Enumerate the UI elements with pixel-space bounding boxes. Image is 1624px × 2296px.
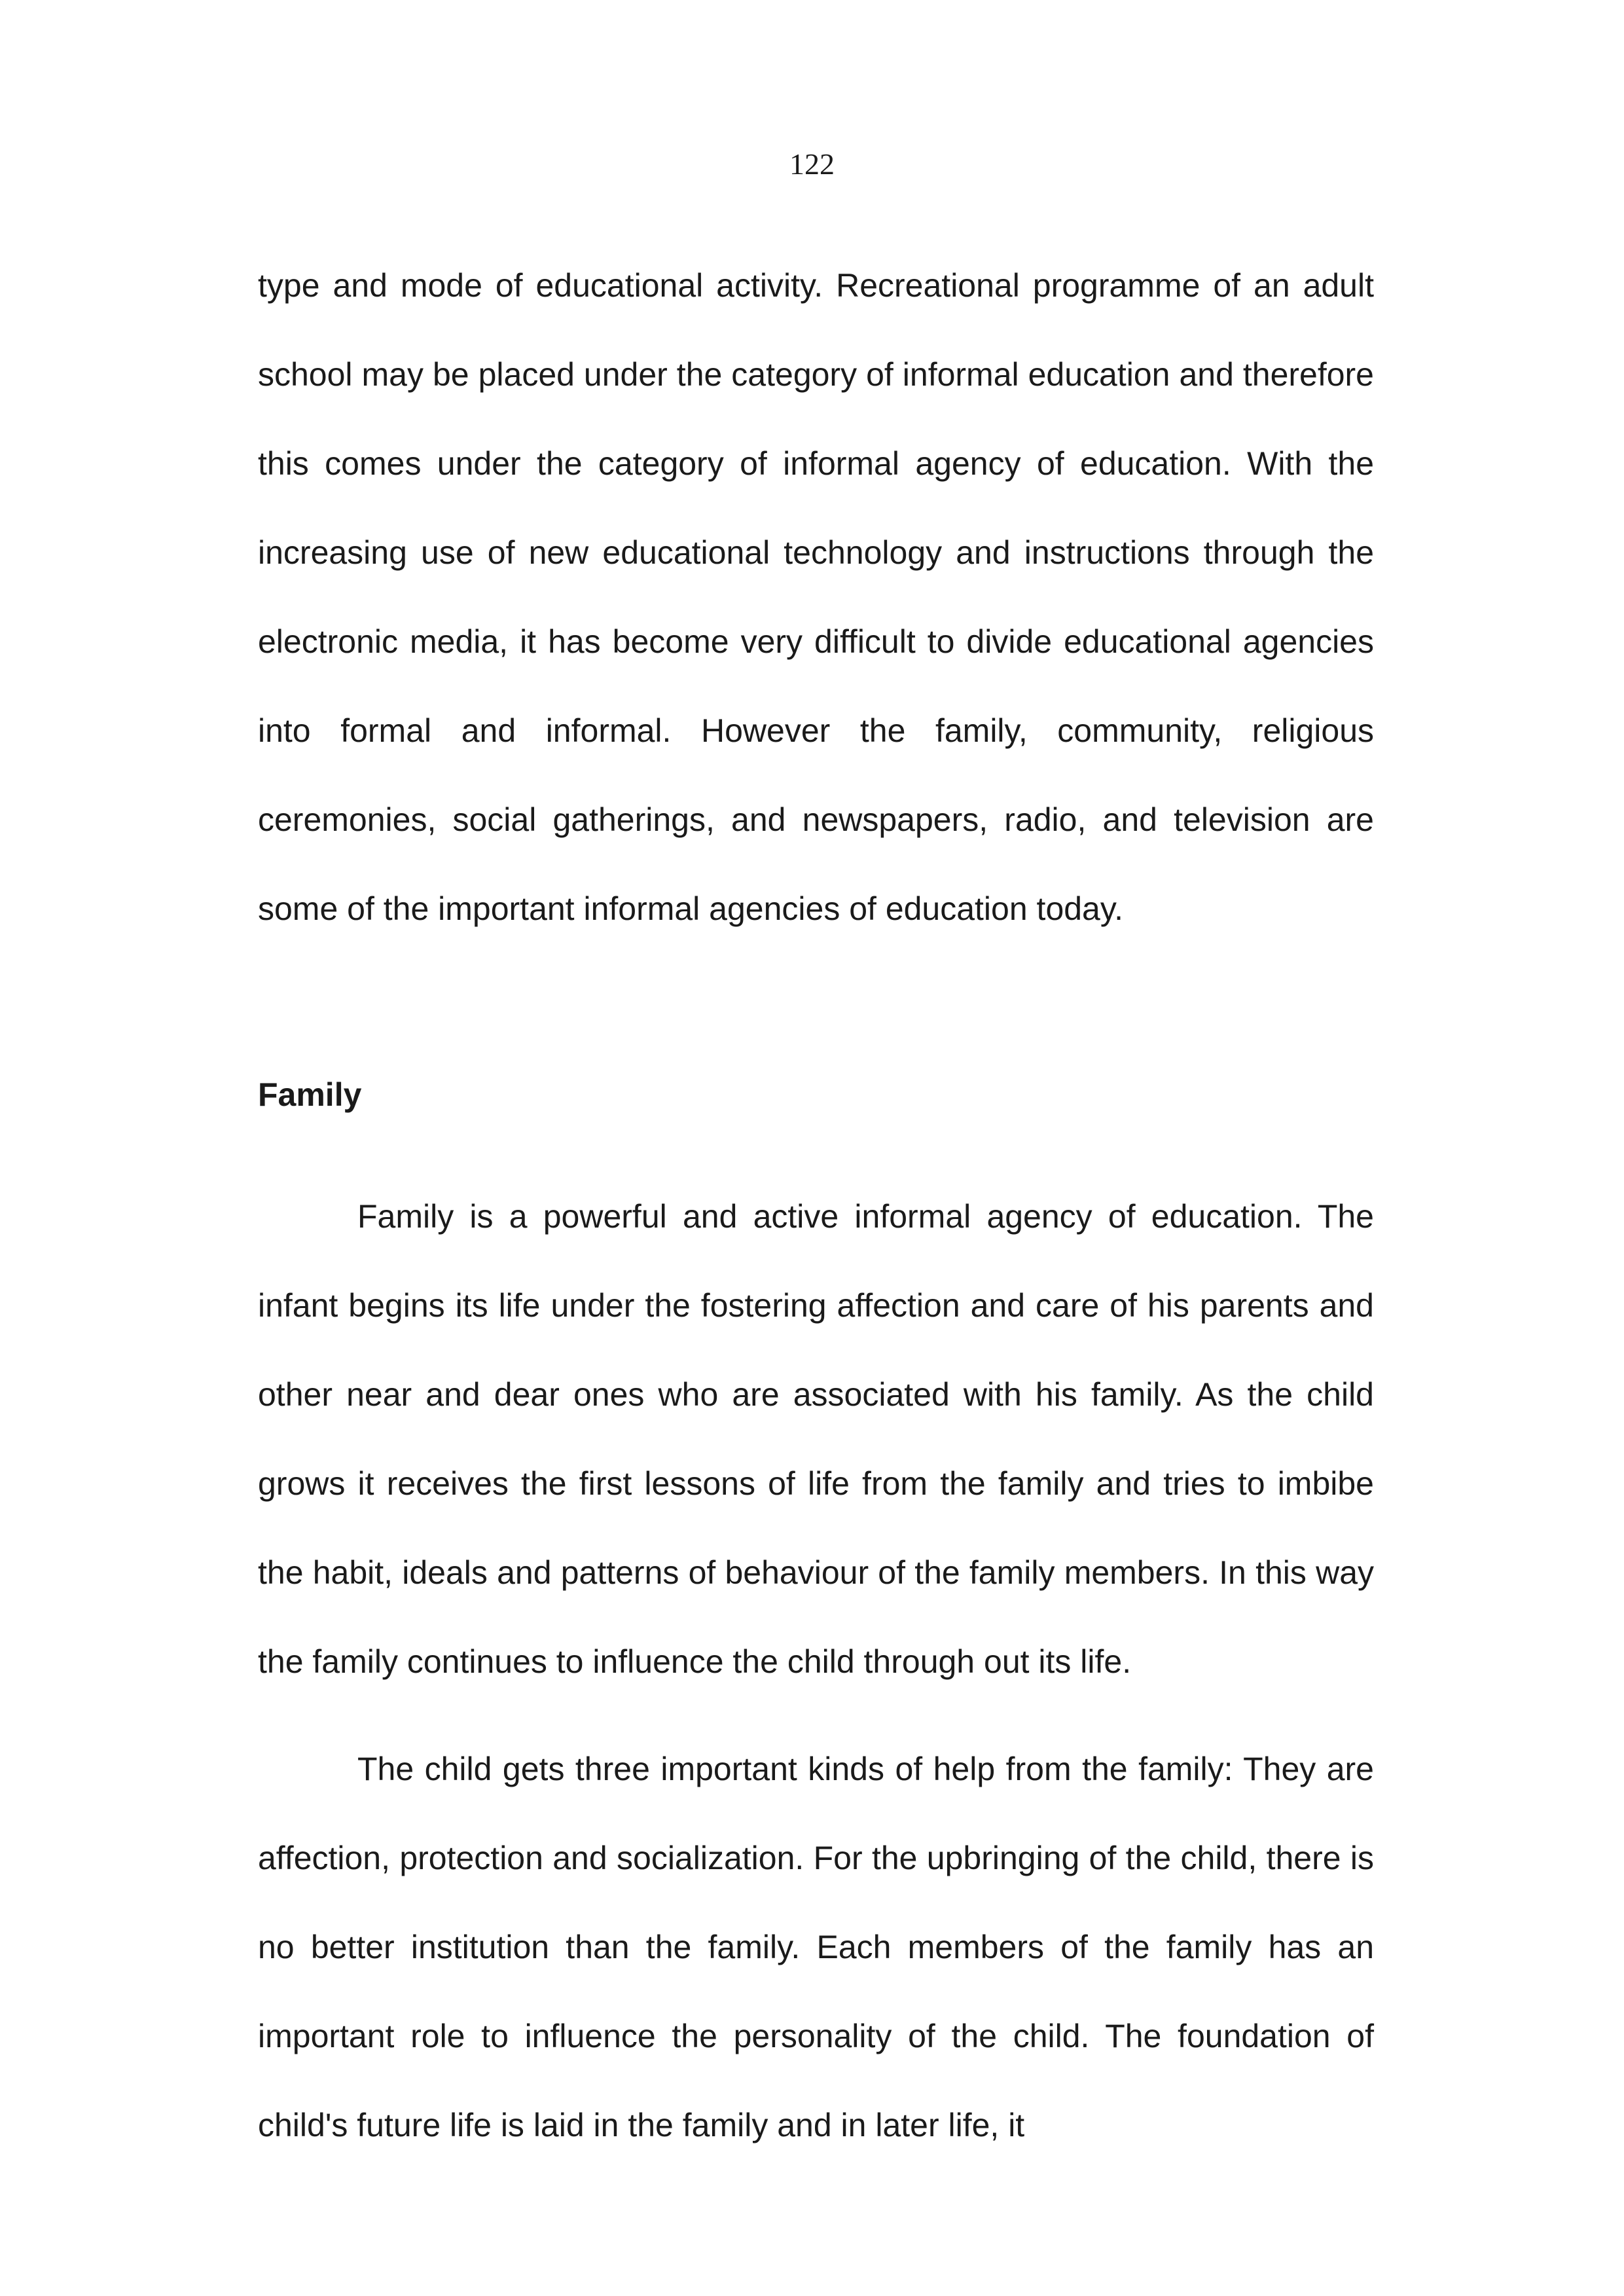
page-number: 122: [789, 147, 835, 181]
paragraph-family-2: The child gets three important kinds of help from the family: They are affection, protection and socialization. For the upbringing of the child, there is no better institution than the family. Each members of the family has an important role to influence the personality of the child. The foundation of child's future life is laid in the family and in later life, it: [258, 1751, 1374, 2143]
section-heading: Family: [258, 1076, 362, 1113]
paragraph-family-1: Family is a powerful and active informal agency of education. The infant begins its life under the fostering affection and care of his parents and other near and dear ones who are associated with his family. As the child grows it receives the first lessons of life from the family and tries to imbibe the habit, ideals and patterns of behaviour of the family members. In this way the family continues to influence the child through out its life.: [258, 1198, 1374, 1680]
paragraph-intro: type and mode of educational activity. Recreational programme of an adult school may be placed under the category of informal education and therefore this comes under the category of informal agency of education. With the increasing use of new educational technology and instructions through the electronic media, it has become very difficult to divide educational agencies into formal and informal. However the family, community, religious ceremonies, social gatherings, and newspapers, radio, and television are some of the important informal agencies of education today.: [258, 267, 1374, 927]
